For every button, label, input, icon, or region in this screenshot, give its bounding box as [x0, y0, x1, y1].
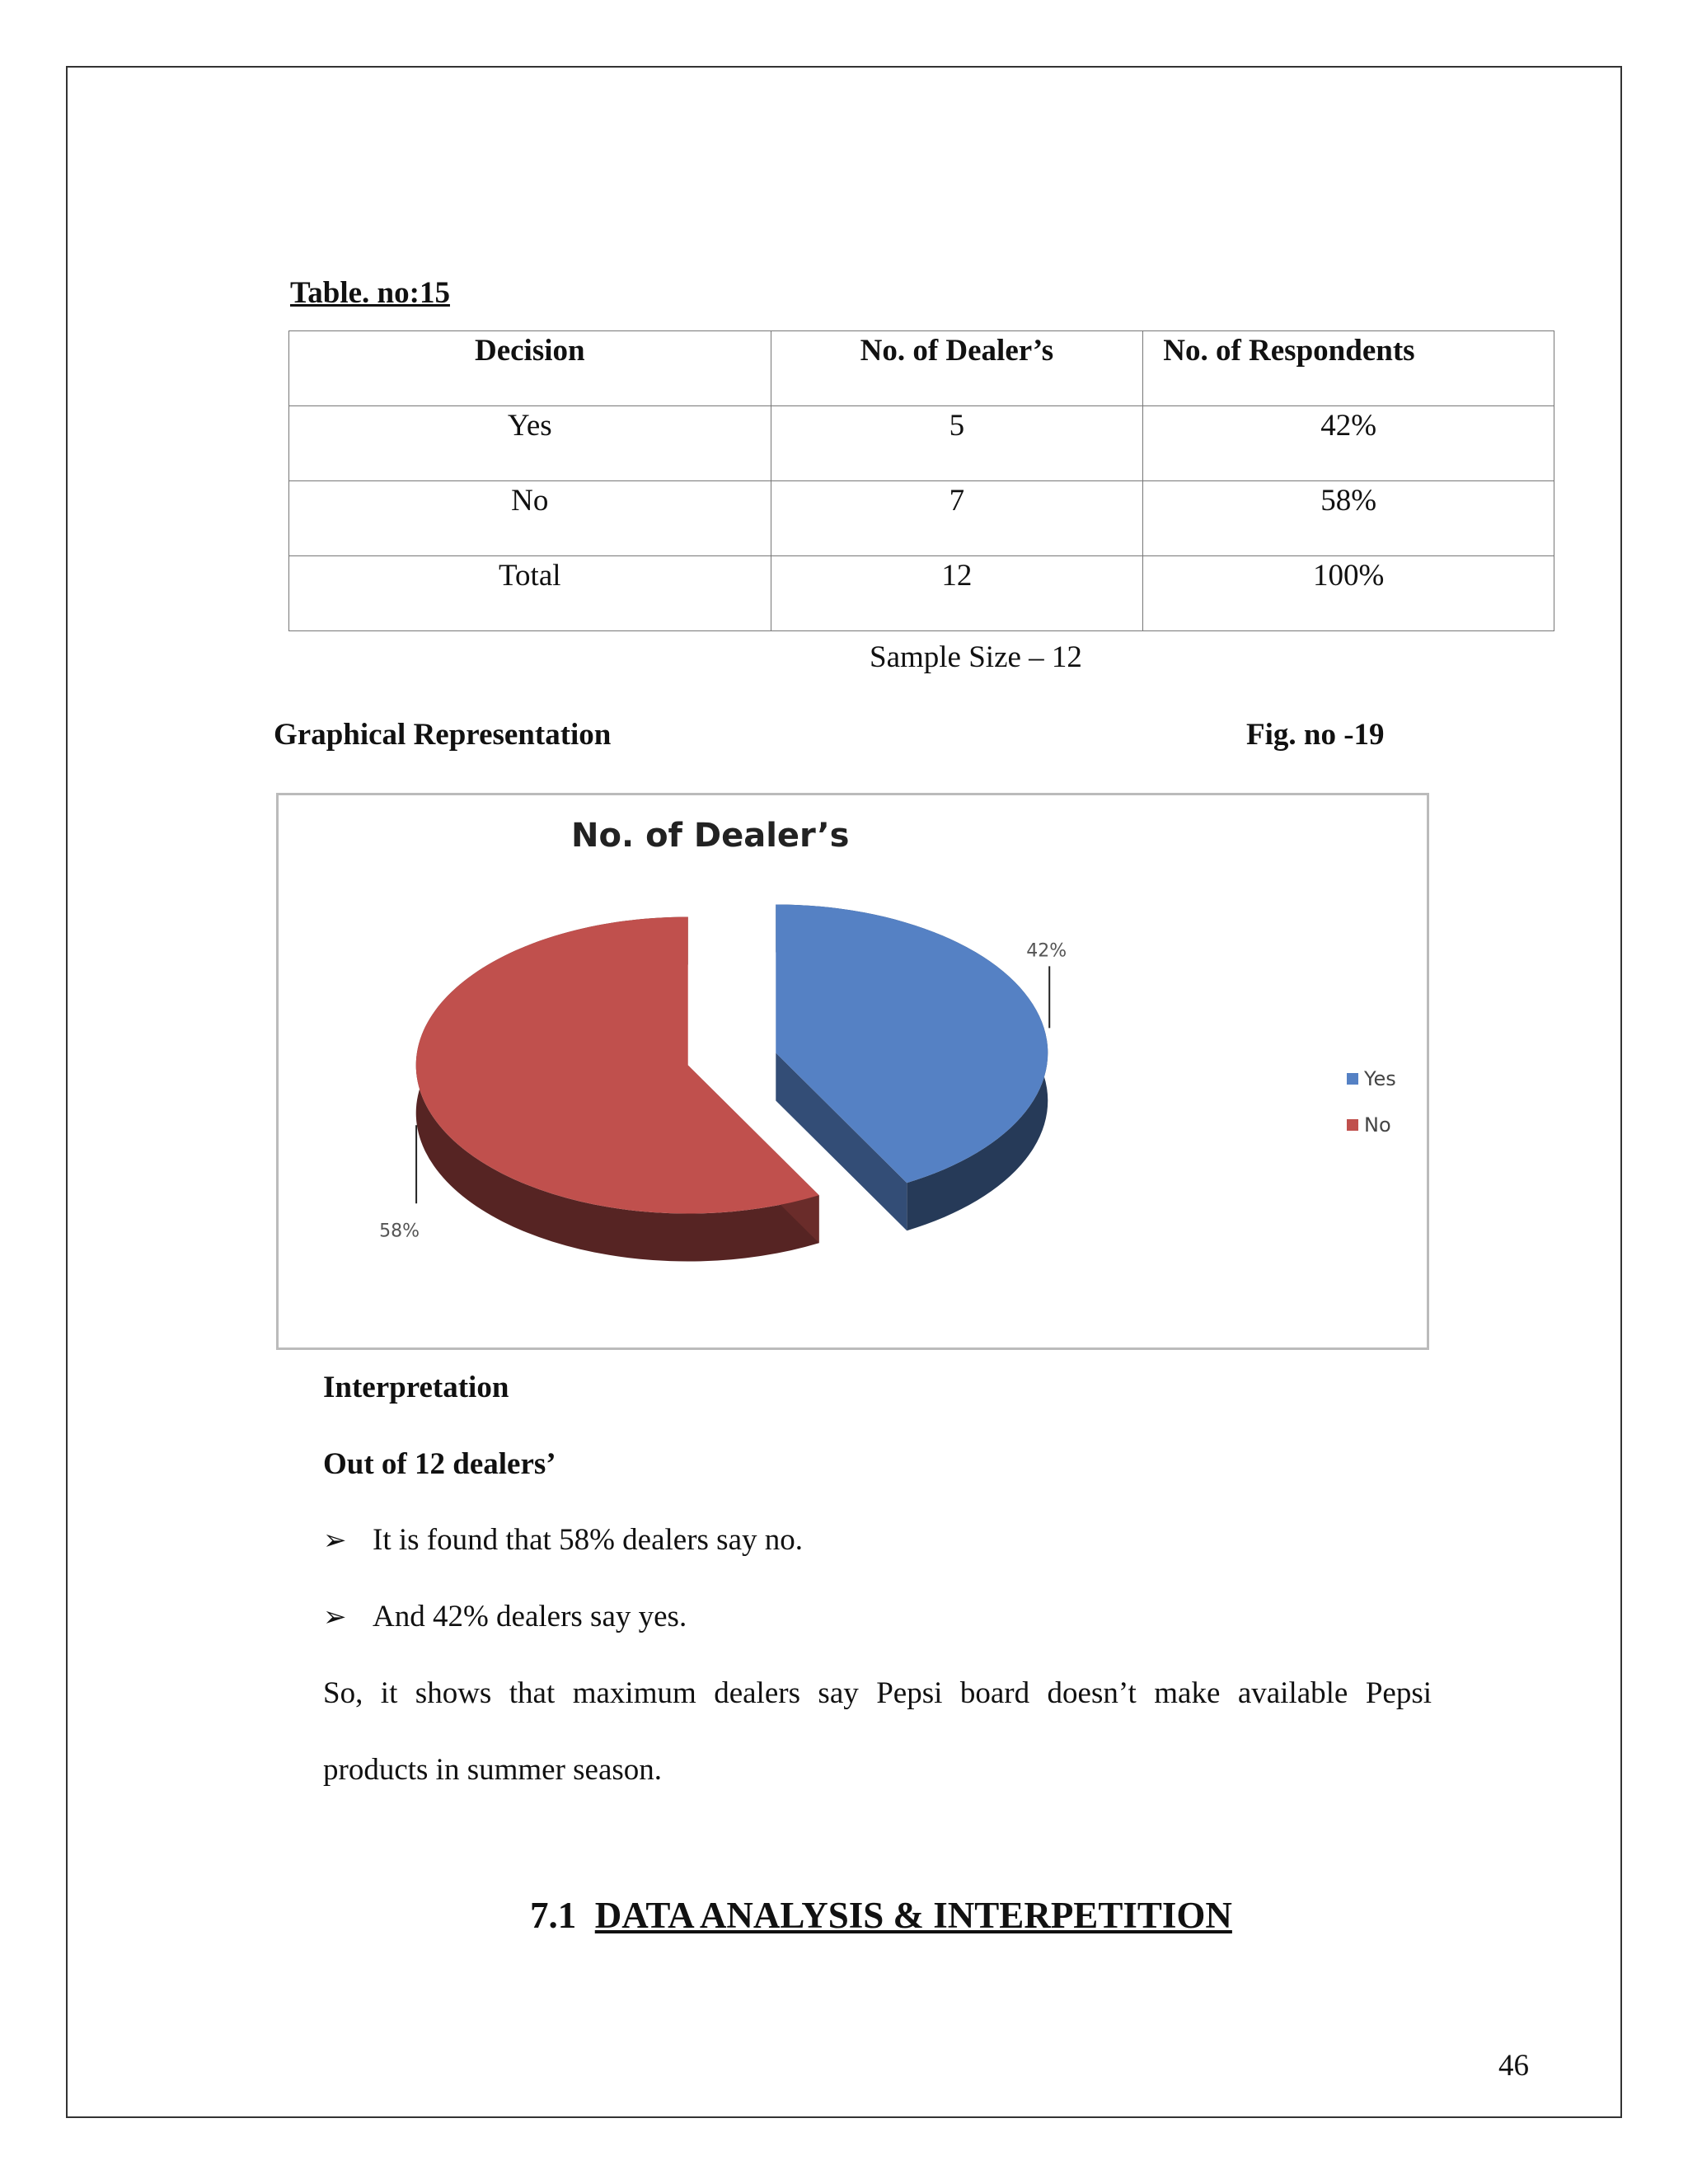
table-cell: 58% — [1143, 481, 1554, 556]
table-cell: 100% — [1143, 556, 1554, 631]
table-cell: 12 — [771, 556, 1143, 631]
data-table — [288, 330, 1554, 631]
chart-title: No. of Dealer’s — [571, 817, 850, 855]
bullet-arrow-icon: ➢ — [323, 1602, 347, 1633]
table-row — [289, 556, 1554, 631]
page-number: 46 — [1498, 2049, 1529, 2083]
table-cell: 42% — [1143, 406, 1554, 481]
conclusion-line-2: products in summer season. — [323, 1753, 663, 1787]
data-label-yes: 42% — [1026, 940, 1067, 962]
table-row — [289, 481, 1554, 556]
table-cell: 7 — [771, 481, 1143, 556]
table-title: Table. no:15 — [290, 276, 450, 310]
interpretation-heading: Interpretation — [323, 1371, 509, 1404]
table-header-cell: No. of Respondents — [1143, 331, 1554, 406]
pie-chart — [279, 795, 1427, 1347]
table-cell: No — [289, 481, 771, 556]
table-cell: 5 — [771, 406, 1143, 481]
data-label-no: 58% — [379, 1221, 420, 1242]
bullet-item: And 42% dealers say yes. — [373, 1600, 687, 1633]
bullet-item: It is found that 58% dealers say no. — [373, 1523, 803, 1557]
section-heading — [530, 1894, 1232, 1937]
table-cell: Yes — [289, 406, 771, 481]
sample-size-caption: Sample Size – 12 — [870, 640, 1082, 674]
section-title: DATA ANALYSIS & INTERPETITION — [594, 1895, 1232, 1936]
table-header-row — [289, 331, 1554, 406]
table-cell: Total — [289, 556, 771, 631]
figure-label: Fig. no -19 — [1246, 718, 1385, 752]
bullet-arrow-icon: ➢ — [323, 1526, 347, 1556]
conclusion-line-1: So, it shows that maximum dealers say Pepsi board doesn’t make available Pepsi — [323, 1676, 1432, 1710]
table-header-cell: Decision — [289, 331, 771, 406]
table-header-cell: No. of Dealer’s — [771, 331, 1143, 406]
pie-chart-frame — [276, 793, 1429, 1350]
legend-swatch-no — [1347, 1119, 1358, 1131]
legend-label-yes: Yes — [1364, 1067, 1396, 1090]
legend-label-no: No — [1364, 1113, 1391, 1137]
interpretation-subheading: Out of 12 dealers’ — [323, 1447, 556, 1481]
graph-label: Graphical Representation — [274, 718, 612, 752]
section-number: 7.1 — [530, 1895, 577, 1936]
table-row — [289, 406, 1554, 481]
legend-swatch-yes — [1347, 1073, 1358, 1085]
